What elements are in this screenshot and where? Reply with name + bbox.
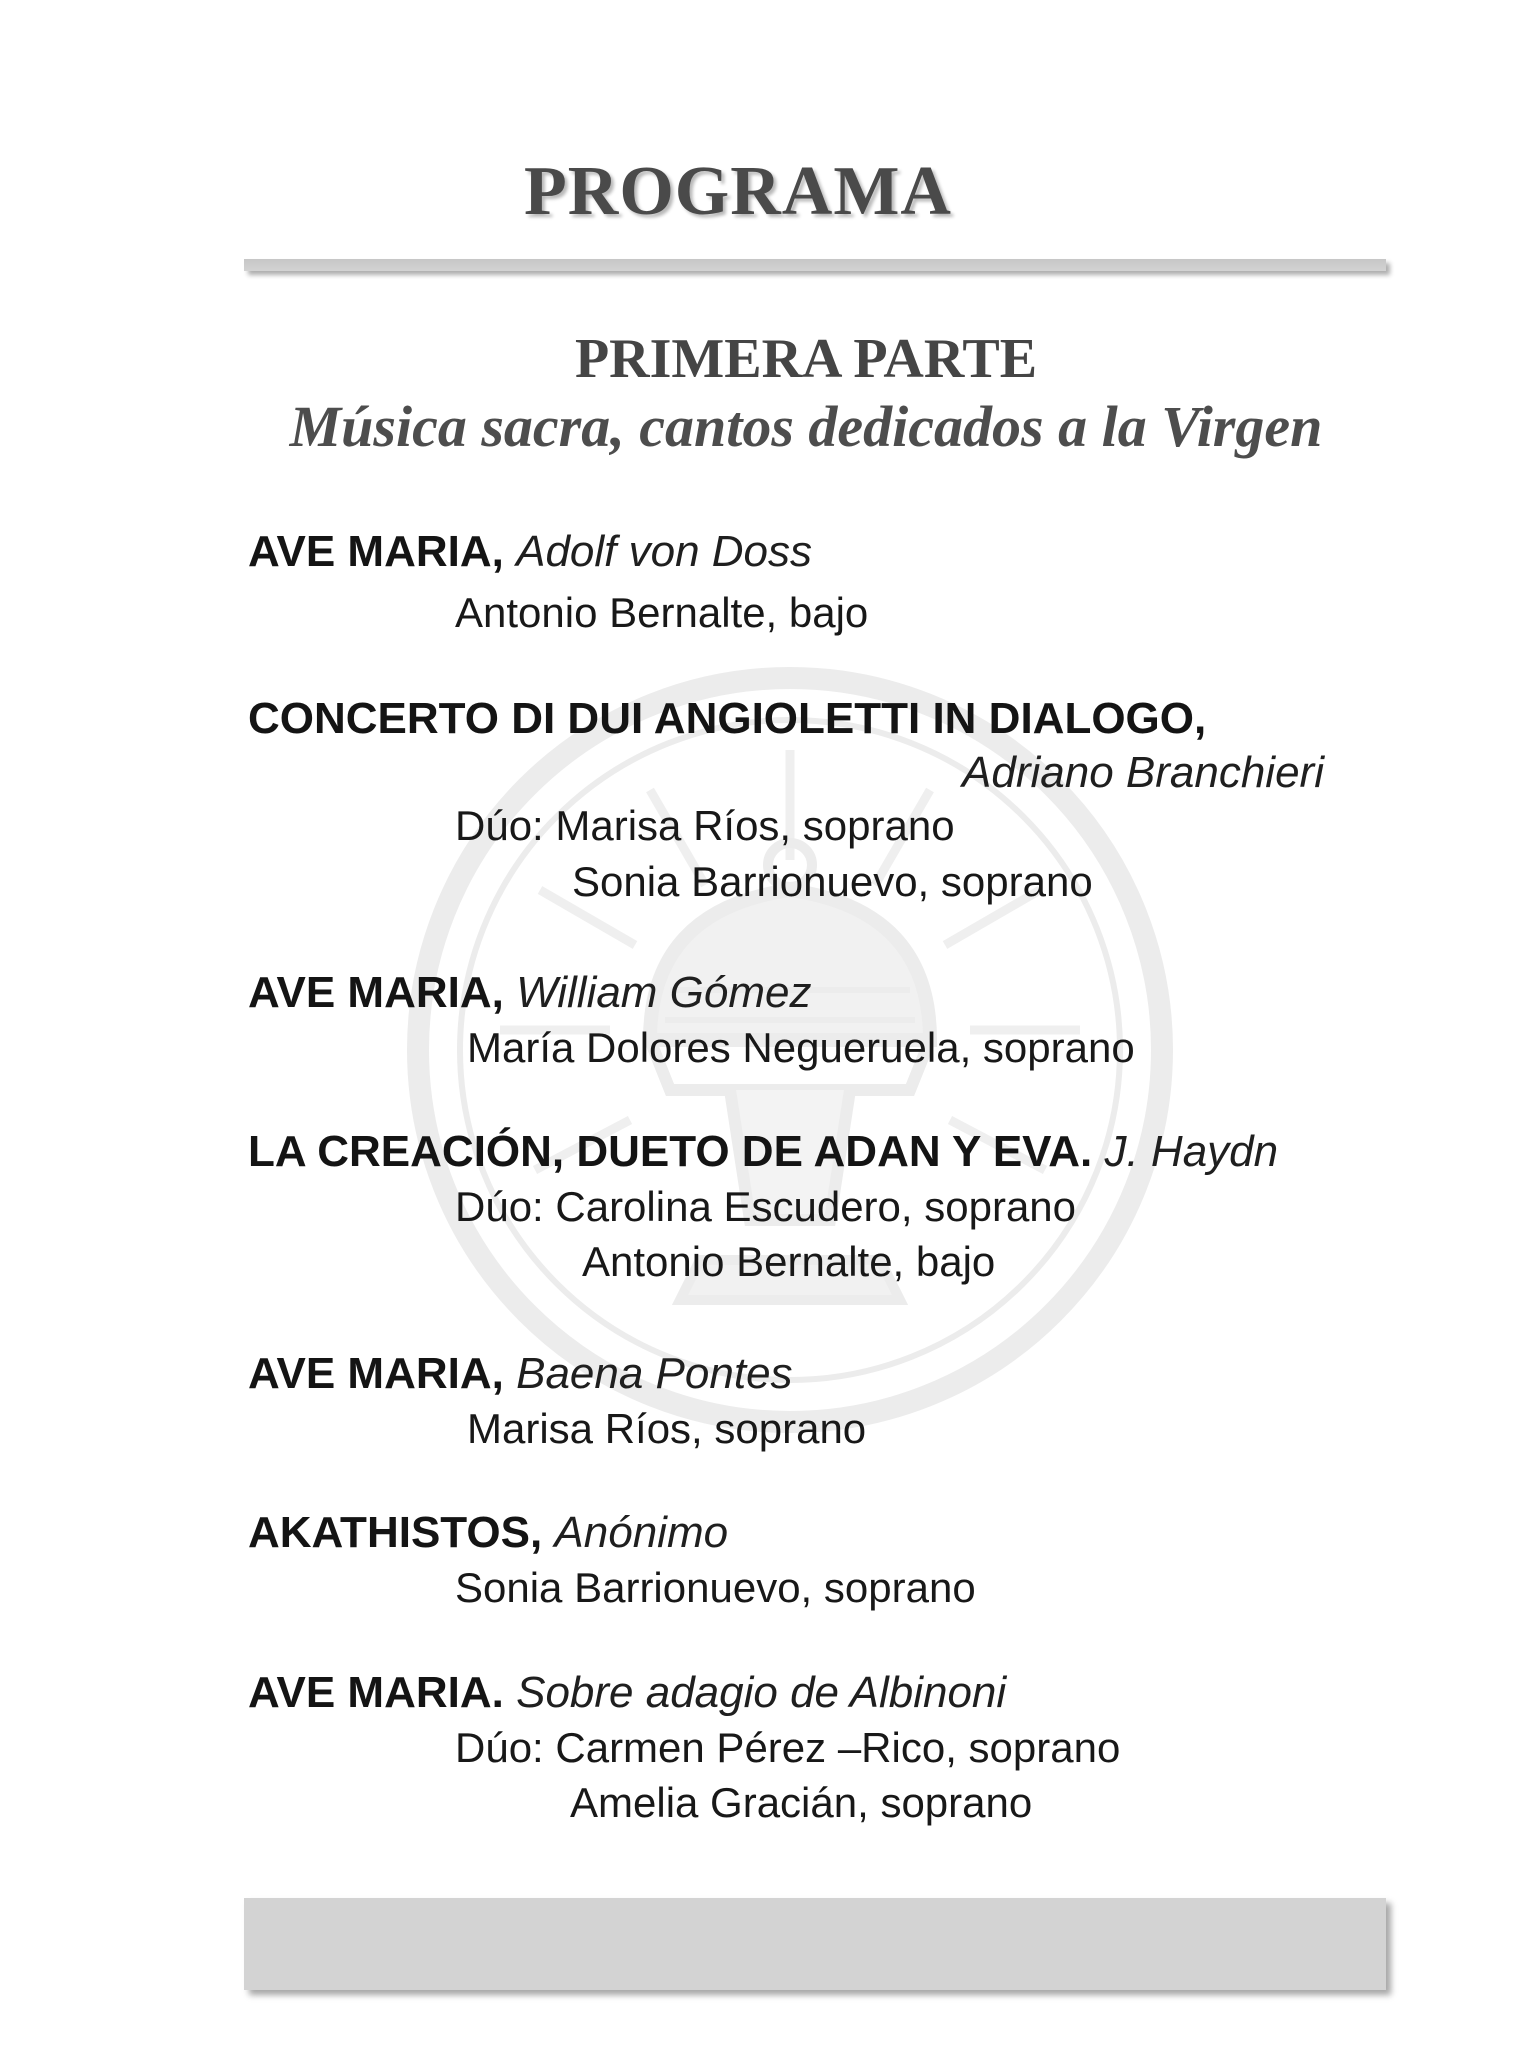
part-subtitle: Música sacra, cantos dedicados a la Virgen <box>289 394 1323 459</box>
work-2 <box>248 694 1206 744</box>
performer-line: Sonia Barrionuevo, soprano <box>572 858 1093 905</box>
work-title: CONCERTO DI DUI ANGIOLETTI IN DIALOGO, <box>248 694 1207 743</box>
work-title: AVE MARIA, <box>248 527 504 576</box>
work-title: AVE MARIA, <box>248 968 504 1017</box>
work-composer: Adolf von Doss <box>516 527 813 576</box>
performer-line: Dúo: Marisa Ríos, soprano <box>455 802 955 849</box>
work-5 <box>248 1349 793 1399</box>
work-7 <box>248 1668 1006 1718</box>
work-title: AKATHISTOS, <box>248 1508 543 1557</box>
work-2-composer <box>962 748 1324 798</box>
performer-line: Marisa Ríos, soprano <box>467 1405 867 1452</box>
work-composer: J. Haydn <box>1104 1127 1279 1176</box>
footer-bar <box>244 1898 1386 1990</box>
work-composer: Adriano Branchieri <box>962 748 1324 797</box>
performer-line: Dúo: Carmen Pérez –Rico, soprano <box>455 1724 1121 1771</box>
performer-line: Dúo: Carolina Escudero, soprano <box>455 1183 1077 1230</box>
work-composer: Baena Pontes <box>516 1349 793 1398</box>
performer-line: María Dolores Negueruela, soprano <box>467 1024 1135 1071</box>
work-6 <box>248 1508 728 1558</box>
performer-line: Antonio Bernalte, bajo <box>455 589 869 636</box>
performer-line: Amelia Gracián, soprano <box>570 1779 1033 1826</box>
page-title: PROGRAMA <box>524 153 952 230</box>
header-divider <box>244 259 1386 271</box>
work-3 <box>248 968 812 1018</box>
work-composer: Sobre adagio de Albinoni <box>516 1668 1007 1717</box>
work-title: AVE MARIA. <box>248 1668 504 1717</box>
work-title: LA CREACIÓN, DUETO DE ADAN Y EVA. <box>248 1127 1093 1176</box>
work-title: AVE MARIA, <box>248 1349 504 1398</box>
work-composer: Anónimo <box>554 1508 729 1557</box>
work-composer: William Gómez <box>516 968 812 1017</box>
performer-line: Antonio Bernalte, bajo <box>582 1238 996 1285</box>
part-heading: PRIMERA PARTE <box>574 328 1038 390</box>
performer-line: Sonia Barrionuevo, soprano <box>455 1564 976 1611</box>
work-4 <box>248 1127 1278 1177</box>
work-1 <box>248 527 812 577</box>
